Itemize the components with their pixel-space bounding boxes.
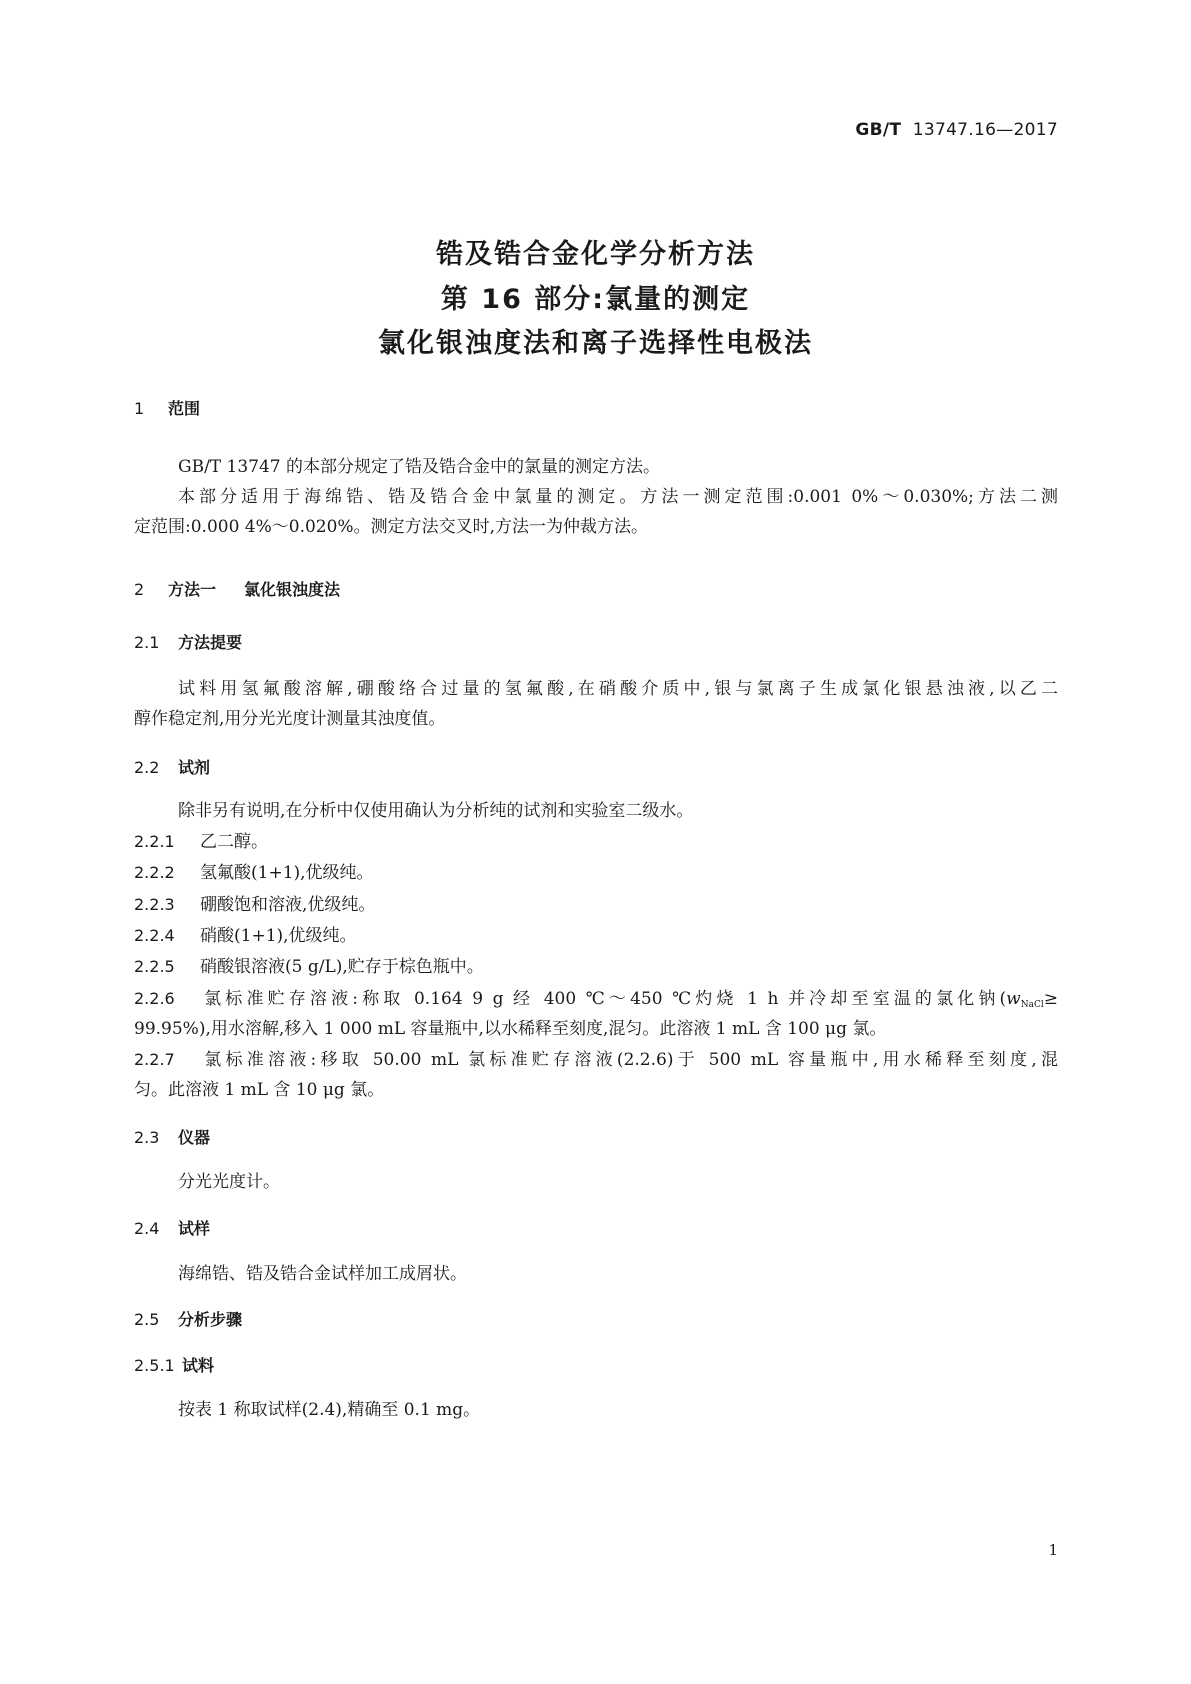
paragraph: 试料用氢氟酸溶解,硼酸络合过量的氢氟酸,在硝酸介质中,银与氯离子生成氯化银悬浊液,以乙二 <box>178 679 1058 699</box>
clause-item <box>134 830 1058 854</box>
standard-code <box>812 120 1058 140</box>
section-title-part-1: 方法一 <box>168 580 217 599</box>
section-number: 2.5 <box>134 1310 160 1329</box>
section-number: 2.3 <box>134 1128 160 1147</box>
document-title-line-1: 锆及锆合金化学分析方法 <box>436 239 755 270</box>
clause-number: 2.2.4 <box>134 926 175 945</box>
section-number: 2.4 <box>134 1219 160 1238</box>
standard-number: 13747.16—2017 <box>912 120 1058 140</box>
section-heading-2-4 <box>134 1217 1058 1241</box>
paragraph: 匀。此溶液 1 mL 含 10 μg 氯。 <box>134 1080 385 1100</box>
paragraph: GB/T 13747 的本部分规定了锆及锆合金中的氯量的测定方法。 <box>178 457 661 477</box>
section-number: 2.1 <box>134 633 160 652</box>
clause-text: 硝酸(1+1),优级纯。 <box>200 926 357 946</box>
paragraph: 海绵锆、锆及锆合金试样加工成屑状。 <box>178 1264 467 1284</box>
section-heading-2-2 <box>134 756 1058 780</box>
section-title: 试剂 <box>178 758 211 777</box>
clause-number: 2.2.2 <box>134 863 175 882</box>
section-number: 1 <box>134 399 145 418</box>
section-heading-2-3 <box>134 1126 1058 1150</box>
clause-text: 乙二醇。 <box>200 832 268 852</box>
section-title: 仪器 <box>178 1128 211 1147</box>
section-title-part-2: 氯化银浊度法 <box>244 580 341 599</box>
paragraph: 除非另有说明,在分析中仅使用确认为分析纯的试剂和实验室二级水。 <box>178 801 694 821</box>
clause-item <box>134 861 1058 885</box>
clause-item <box>134 987 1058 1017</box>
page-number: 1 <box>1048 1541 1058 1559</box>
clause-number: 2.2.7 <box>134 1050 175 1069</box>
section-heading-2-5 <box>134 1308 1058 1332</box>
paragraph: 定范围:0.000 4%～0.020%。测定方法交叉时,方法一为仲裁方法。 <box>134 517 648 537</box>
clause-item <box>134 1048 1058 1072</box>
section-heading-2-5-1 <box>134 1354 1058 1378</box>
paragraph: 本部分适用于海绵锆、锆及锆合金中氯量的测定。方法一测定范围:0.001 0%～0.030%;方法二测 <box>178 487 1058 507</box>
section-number: 2 <box>134 580 145 599</box>
clause-text: 硼酸饱和溶液,优级纯。 <box>200 895 376 915</box>
section-title: 分析步骤 <box>178 1310 243 1329</box>
section-title: 方法提要 <box>178 633 243 652</box>
clause-number: 2.2.1 <box>134 832 175 851</box>
clause-number: 2.2.3 <box>134 895 175 914</box>
paragraph: 醇作稳定剂,用分光光度计测量其浊度值。 <box>134 709 446 729</box>
clause-number: 2.2.6 <box>134 989 175 1008</box>
clause-text: 硝酸银溶液(5 g/L),贮存于棕色瓶中。 <box>200 957 484 977</box>
paragraph: 按表 1 称取试样(2.4),精确至 0.1 mg。 <box>178 1400 481 1420</box>
section-number: 2.5.1 <box>134 1356 175 1375</box>
clause-item <box>134 893 1058 917</box>
section-title: 试料 <box>182 1356 215 1375</box>
clause-text: 氯标准溶液:移取 50.00 mL 氯标准贮存溶液(2.2.6)于 500 mL 容量瓶中,用水稀释至刻度,混 <box>200 1050 1058 1070</box>
clause-item <box>134 955 1058 979</box>
clause-text: 氢氟酸(1+1),优级纯。 <box>200 863 374 883</box>
section-heading-2 <box>134 578 1058 602</box>
section-heading-1 <box>134 397 1058 421</box>
paragraph: 99.95%),用水溶解,移入 1 000 mL 容量瓶中,以水稀释至刻度,混匀。此溶液 1 mL 含 100 μg 氯。 <box>134 1019 887 1039</box>
section-title: 范围 <box>168 399 201 418</box>
clause-number: 2.2.5 <box>134 957 175 976</box>
clause-text: 氯标准贮存溶液:称取 0.164 9 g 经 400 ℃～450 ℃灼烧 1 h 并冷却至室温的氯化钠( <box>200 989 1007 1009</box>
clause-item <box>134 924 1058 948</box>
standard-prefix: GB/T <box>855 120 902 140</box>
paragraph: 分光光度计。 <box>178 1172 280 1192</box>
section-heading-2-1 <box>134 631 1058 655</box>
section-title: 试样 <box>178 1219 211 1238</box>
greater-equal-sign: ≥ <box>1043 989 1058 1009</box>
mass-fraction-symbol: $w_{NaCl}$ <box>1006 989 1044 1010</box>
section-number: 2.2 <box>134 758 160 777</box>
document-title-line-3: 氯化银浊度法和离子选择性电极法 <box>378 328 813 359</box>
document-title-line-2: 第 16 部分:氯量的测定 <box>440 284 751 315</box>
